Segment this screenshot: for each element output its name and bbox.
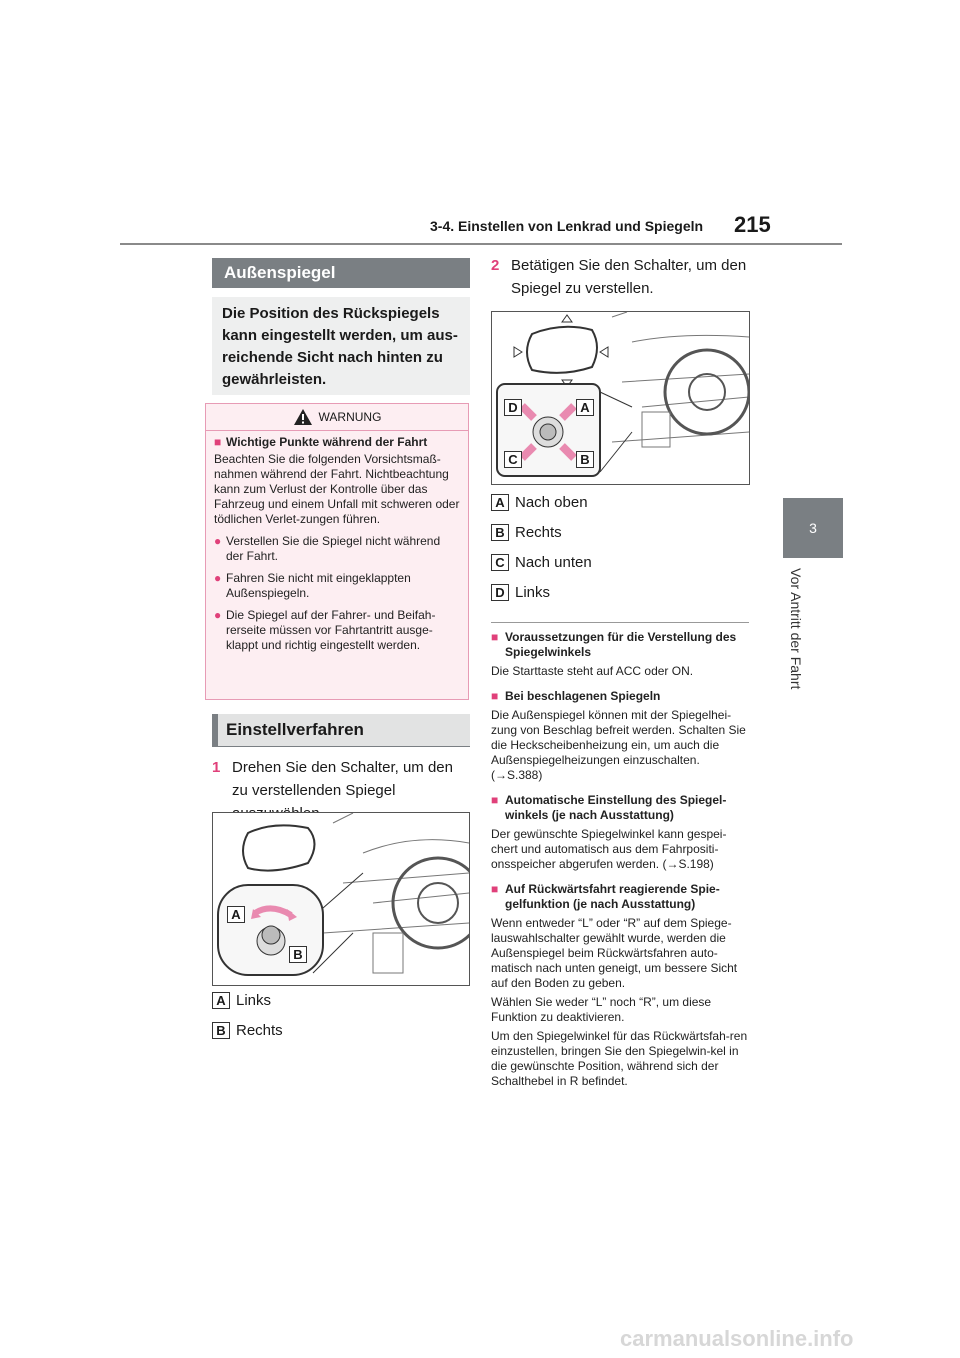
legend-text: Nach oben bbox=[515, 494, 588, 511]
figure-label-c: C bbox=[504, 451, 522, 468]
note-heading bbox=[491, 882, 753, 912]
figure-mirror-select-switch bbox=[212, 812, 470, 986]
warning-bullet: Verstellen Sie die Spiegel nicht während der Fahrt. bbox=[226, 534, 441, 563]
note-text: Wenn entweder “L” oder “R” auf dem Spiege-lauswahlschalter gewählt wurde, werden die Außenspiegel beim Rückwärtsfahren auto-matisch nach unten geneigt, um bessere Sicht auf den Boden zu geben. bbox=[491, 916, 738, 990]
warning-box bbox=[205, 403, 469, 700]
note-text: Wählen Sie weder “L” noch “R”, um diese Funktion zu deaktivieren. bbox=[491, 995, 712, 1024]
bullet-icon: ● bbox=[214, 608, 222, 622]
warning-title: WARNUNG bbox=[318, 410, 382, 424]
legend-key: D bbox=[491, 584, 509, 601]
legend-text: Nach unten bbox=[515, 554, 592, 571]
legend-text: Links bbox=[515, 584, 551, 601]
note-title: Automatische Einstellung des Spiegel-winkels (je nach Ausstattung) bbox=[505, 793, 727, 822]
warning-triangle-icon bbox=[293, 408, 313, 426]
step-number: 2 bbox=[491, 257, 500, 274]
legend-key: B bbox=[491, 524, 509, 541]
square-bullet-icon: ■ bbox=[491, 882, 499, 896]
legend-item bbox=[491, 524, 562, 541]
square-bullet-icon: ■ bbox=[491, 689, 499, 703]
watermark-url: carmanualsonline.info bbox=[620, 1326, 854, 1351]
figure-mirror-adjust-switch bbox=[491, 311, 750, 485]
step-text: Betätigen Sie den Schalter, um den Spiegel zu verstellen. bbox=[511, 257, 747, 297]
note-text: Die Außenspiegel können mit der Spiegelhei-zung von Beschlag befreit werden. Schalten Sie die Heckscheibenheizung ein, um auch die Außenspiegelheizungen einzuschalten. (→S.388) bbox=[491, 708, 746, 782]
square-bullet-icon: ■ bbox=[214, 435, 222, 449]
legend-item bbox=[212, 1022, 283, 1039]
legend-text: Rechts bbox=[515, 524, 562, 541]
figure-label-b: B bbox=[289, 946, 307, 963]
step-number: 1 bbox=[212, 759, 221, 776]
legend-key: A bbox=[491, 494, 509, 511]
square-bullet-icon: ■ bbox=[491, 630, 499, 644]
note-text: Der gewünschte Spiegelwinkel kann gespei-chert und automatisch aus dem Fahrpositi-onsspeicher abgerufen werden. (→S.198) bbox=[491, 827, 727, 871]
legend-item bbox=[212, 992, 271, 1009]
warning-header bbox=[206, 404, 468, 431]
chapter-tab: 3 bbox=[783, 498, 843, 558]
note-title: Bei beschlagenen Spiegeln bbox=[505, 689, 661, 703]
note-title: Voraussetzungen für die Verstellung des Spiegelwinkels bbox=[505, 630, 737, 659]
note-heading bbox=[491, 689, 753, 704]
legend-item bbox=[491, 554, 592, 571]
step-2 bbox=[491, 254, 753, 300]
section-title-aussenspiegel: Außenspiegel bbox=[212, 258, 470, 288]
warning-bullet: Die Spiegel auf der Fahrer- und Beifah-rerseite müssen vor Fahrtantritt ausge-klappt und richtig eingestellt werden. bbox=[226, 608, 436, 652]
legend-key: C bbox=[491, 554, 509, 571]
section-title-einstellverfahren: Einstellverfahren bbox=[212, 714, 470, 746]
chapter-title: Vor Antritt der Fahrt bbox=[788, 568, 804, 690]
warning-bullet: Fahren Sie nicht mit eingeklappten Außenspiegeln. bbox=[226, 571, 411, 600]
figure-label-b: B bbox=[576, 451, 594, 468]
legend-text: Links bbox=[236, 992, 272, 1009]
notes-column bbox=[491, 630, 753, 1093]
bullet-icon: ● bbox=[214, 534, 222, 548]
note-heading bbox=[491, 793, 753, 823]
legend-item bbox=[491, 494, 588, 511]
notes-divider bbox=[491, 622, 749, 623]
section-underline bbox=[212, 746, 470, 747]
bullet-icon: ● bbox=[214, 571, 222, 585]
warning-heading: Wichtige Punkte während der Fahrt bbox=[226, 435, 428, 449]
running-header: 3-4. Einstellen von Lenkrad und Spiegeln bbox=[430, 218, 704, 234]
legend-key: A bbox=[212, 992, 230, 1009]
figure-label-a: A bbox=[227, 906, 245, 923]
note-title: Auf Rückwärtsfahrt reagierende Spie-gelfunktion (je nach Ausstattung) bbox=[505, 882, 720, 911]
header-divider bbox=[120, 243, 842, 245]
step-text: Drehen Sie den Schalter, um den zu verstellenden Spiegel bbox=[232, 759, 453, 799]
note-text: Die Starttaste steht auf ACC oder ON. bbox=[491, 664, 694, 678]
figure-label-d: D bbox=[504, 399, 522, 416]
note-heading bbox=[491, 630, 753, 660]
page-number: 215 bbox=[734, 212, 771, 237]
legend-text: Rechts bbox=[236, 1022, 283, 1039]
figure-label-a: A bbox=[576, 399, 594, 416]
square-bullet-icon: ■ bbox=[491, 793, 499, 807]
section-intro: Die Position des Rückspiegels kann eingestellt werden, um aus-reichende Sicht nach hinten zu gewährleisten. bbox=[212, 297, 470, 395]
legend-key: B bbox=[212, 1022, 230, 1039]
warning-text: Beachten Sie die folgenden Vorsichtsmaß-nahmen während der Fahrt. Nichtbeachtung kann zum Verlust der Kontrolle über das Fahrzeug und einem Unfall mit schweren oder tödlichen Verlet-zungen führen. bbox=[214, 452, 460, 526]
legend-item bbox=[491, 584, 550, 601]
note-text: Um den Spiegelwinkel für das Rückwärtsfah-ren einzustellen, bringen Sie den Spiegelwin-kel in die gewünschte Position, während sich der Schalthebel in R befindet. bbox=[491, 1029, 748, 1088]
